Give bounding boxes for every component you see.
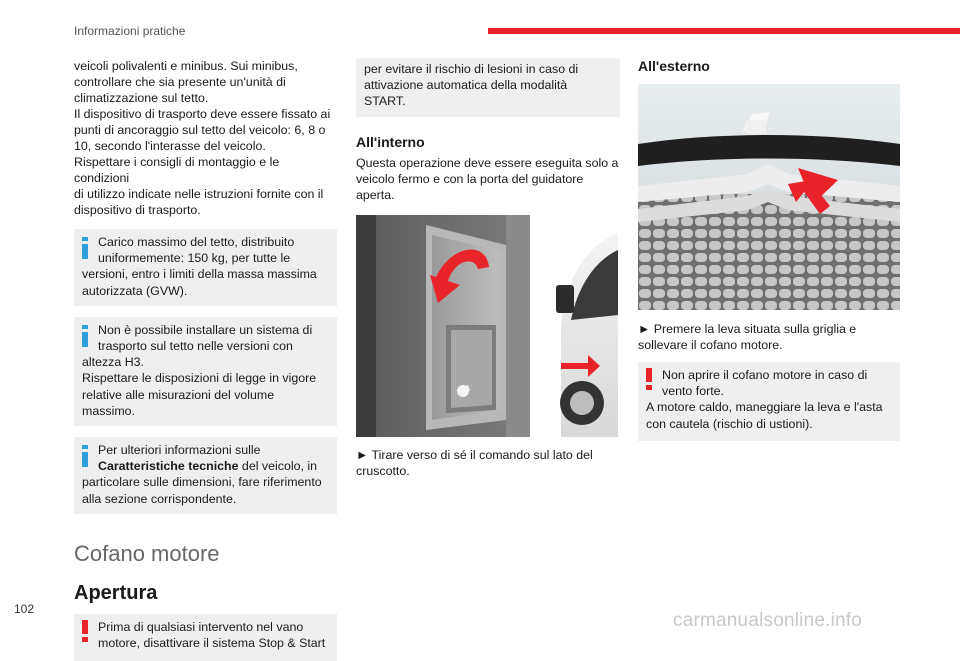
text-fragment: del veicolo, in	[238, 459, 318, 474]
specs-link-text: Caratteristiche tecniche	[98, 459, 239, 474]
text-line: autorizzata (GVW).	[82, 283, 188, 298]
info-box-h3	[74, 317, 337, 426]
text-line: Rispettare le disposizioni di legge in vigore	[82, 371, 317, 386]
text-line: particolare sulle dimensioni, fare riferimento	[82, 475, 322, 490]
text-line	[82, 458, 329, 474]
text-line: alla sezione corrispondente.	[82, 491, 237, 506]
text-line: Per ulteriori informazioni sulle	[98, 443, 261, 458]
text-line: Il dispositivo di trasporto deve essere fissato ai	[74, 107, 331, 121]
text-line: con cautela (rischio di ustioni).	[646, 416, 813, 431]
text-line: ► Premere la leva situata sulla griglia e	[638, 322, 857, 336]
bonnet-release-lever-image	[356, 215, 618, 437]
header-title: Informazioni pratiche	[74, 24, 186, 38]
roof-rack-intro	[74, 58, 337, 218]
inside-instructions	[356, 155, 620, 203]
text-line: A motore caldo, maneggiare la leva e l'asta	[646, 400, 883, 415]
text-line: per evitare il rischio di lesioni in caso di	[364, 62, 579, 76]
text-line: ► Tirare verso di sé il comando sul lato del	[356, 447, 593, 462]
watermark: carmanualsonline.info	[673, 610, 863, 631]
text-line: relative alle misurazioni del volume massimo.	[82, 387, 275, 418]
text-line: versioni, entro i limiti della massa massima	[82, 267, 317, 282]
info-icon	[82, 445, 88, 467]
text-line: punti di ancoraggio sul tetto del veicolo: 6, 8 o	[74, 123, 326, 137]
grille-lever-image	[638, 84, 900, 310]
text-line: cruscotto.	[356, 463, 410, 478]
outside-caption	[638, 321, 900, 353]
info-icon	[82, 237, 88, 259]
text-line: controllare che sia presente un'unità di	[74, 75, 286, 89]
text-line: Questa operazione deve essere eseguita solo a	[356, 155, 619, 170]
warning-box-bonnet	[638, 362, 900, 441]
text-line: Non aprire il cofano motore in caso di	[662, 368, 868, 382]
text-line: motore, disattivare il sistema Stop & Start	[98, 636, 326, 651]
text-line: vento forte.	[662, 384, 724, 399]
heading-outside: All'esterno	[638, 58, 710, 74]
column-middle	[356, 58, 620, 479]
text-line: 10, secondo l'interasse del veicolo.	[74, 139, 266, 153]
column-left	[74, 58, 337, 661]
warning-icon	[82, 620, 88, 642]
page-number: 102	[14, 602, 35, 616]
info-box-specs	[74, 437, 337, 514]
text-line: dispositivo di trasporto.	[74, 203, 201, 217]
text-line: sollevare il cofano motore.	[638, 338, 783, 352]
warning-box-stop-start	[74, 614, 337, 661]
text-line: Carico massimo del tetto, distribuito	[98, 235, 295, 249]
heading-inside: All'interno	[356, 133, 425, 150]
warning-box-continued	[356, 58, 620, 117]
warning-icon	[646, 368, 652, 390]
info-icon	[82, 325, 88, 347]
text-line: veicoli polivalenti e minibus. Sui minibus,	[74, 59, 298, 73]
inside-caption	[356, 447, 620, 479]
lever-illustration	[356, 215, 618, 437]
text-line: climatizzazione sul tetto.	[74, 91, 209, 105]
grille-illustration	[638, 84, 900, 310]
text-line: attivazione automatica della modalità START.	[364, 78, 568, 109]
text-line: Rispettare i consigli di montaggio e le condizioni	[74, 155, 280, 185]
header-accent-bar	[488, 28, 960, 34]
text-line: di utilizzo indicate nelle istruzioni fornite con il	[74, 187, 324, 201]
heading-opening: Apertura	[74, 581, 158, 604]
text-line: trasporto sul tetto nelle versioni con	[98, 339, 293, 354]
text-line: uniformemente: 150 kg, per tutte le	[98, 251, 291, 266]
column-right	[638, 58, 900, 441]
text-line: Prima di qualsiasi intervento nel vano	[98, 619, 304, 634]
text-line: altezza H3.	[82, 355, 144, 370]
text-line: Non è possibile installare un sistema di	[98, 322, 313, 337]
section-title: Cofano motore	[74, 540, 220, 566]
info-box-roof-load	[74, 229, 337, 306]
text-line: veicolo fermo e con la porta del guidatore aperta.	[356, 171, 584, 202]
